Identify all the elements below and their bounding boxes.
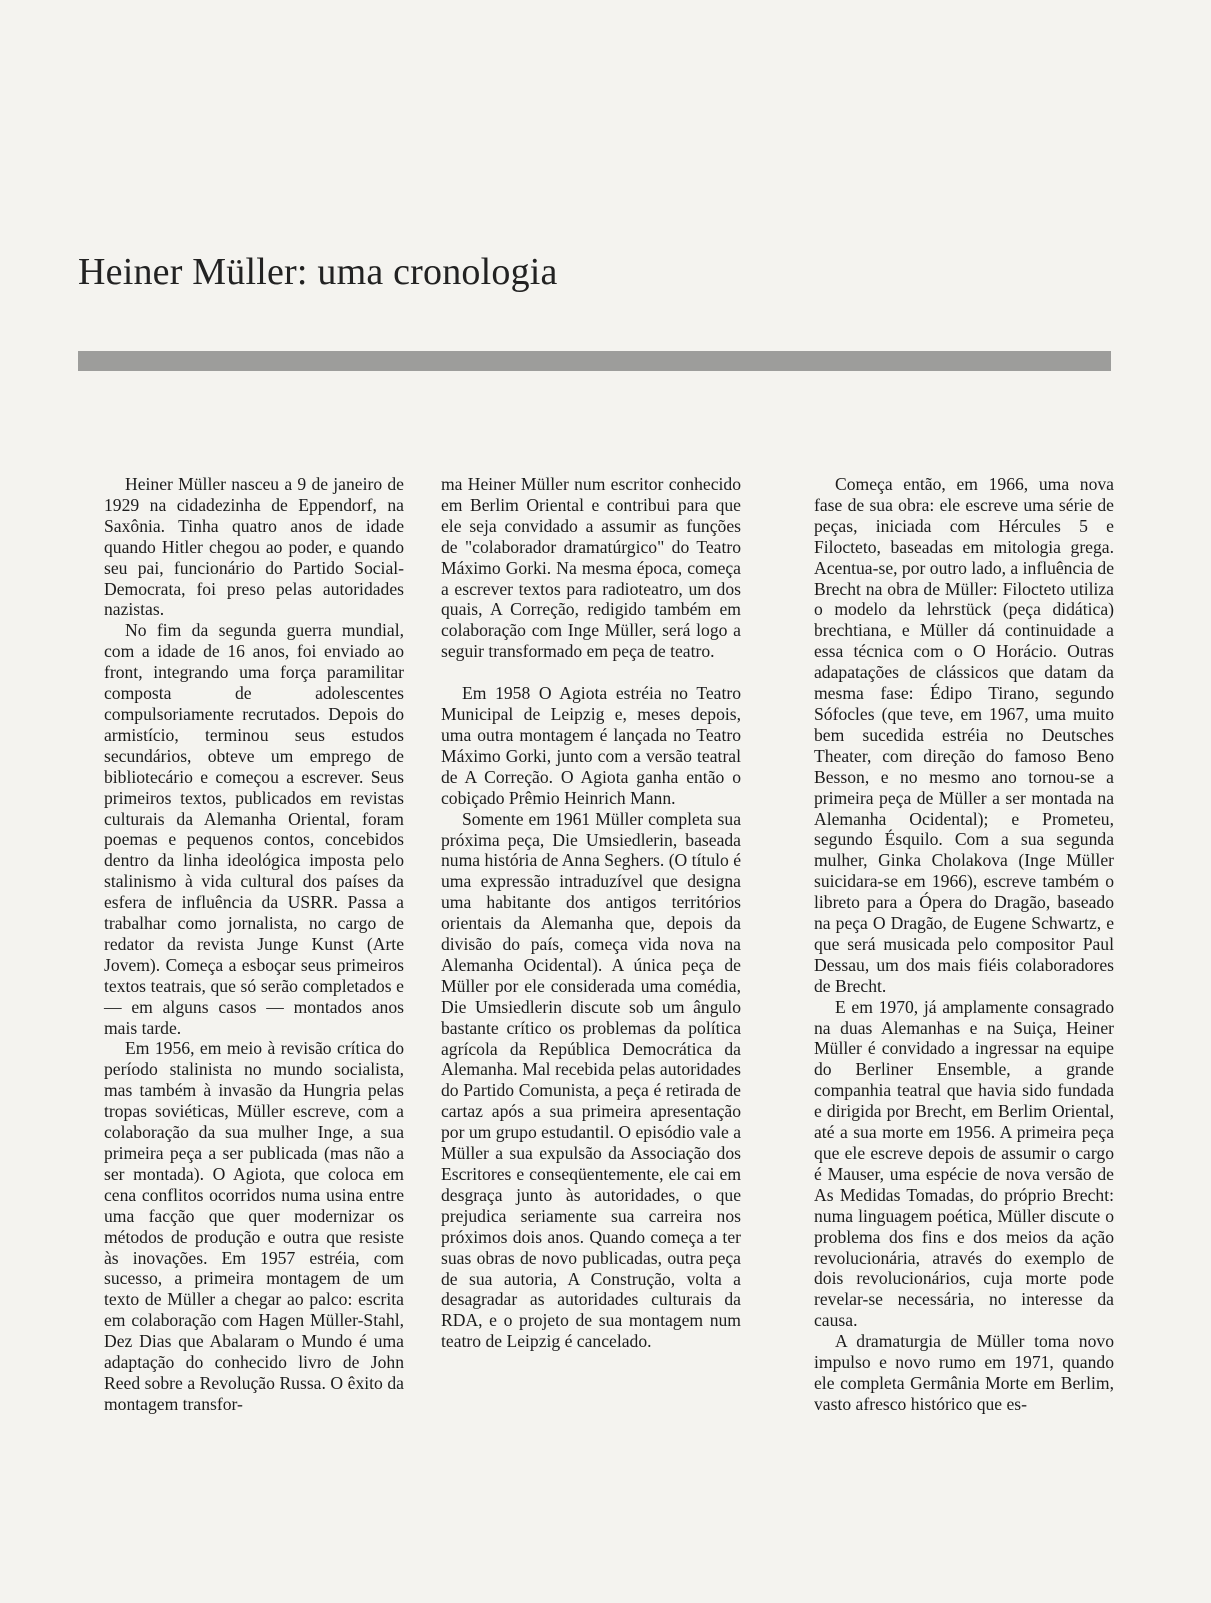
paragraph: No fim da segunda guerra mundial, com a idade de 16 anos, foi enviado ao front, integrando uma força paramilitar composta de adolescentes compulsoriamente recrutados. Depois do armistício, terminou seus estudos secundários, obteve um emprego de bibliotecário e começou a escrever. Seus primeiros textos, publicados em revistas culturais da Alemanha Oriental, foram poemas e pequenos contos, concebidos dentro da linha ideológica imposta pelo stalinismo à vida cultural dos países da esfera de influência da USRR. Passa a trabalhar como jornalista, no cargo de redator da revista Junge Kunst (Arte Jovem). Começa a esboçar seus primeiros textos teatrais, que só serão completados e — em alguns casos — montados anos mais tarde. — [104, 620, 404, 1038]
paragraph: Somente em 1961 Müller completa sua próxima peça, Die Umsiedlerin, baseada numa história de Anna Seghers. (O título é uma expressão intraduzível que designa uma habitante dos antigos territórios orientais da Alemanha que, depois da divisão do país, começa vida nova na Alemanha Ocidental). A única peça de Müller por ele considerada uma comédia, Die Umsiedlerin discute sob um ângulo bastante crítico os problemas da política agrícola da República Democrática da Alemanha. Mal recebida pelas autoridades do Partido Comunista, a peça é retirada de cartaz após a sua primeira apresentação por um grupo estudantil. O episódio vale a Müller a sua expulsão da Associação dos Escritores e conseqüentemente, ele cai em desgraça junto às autoridades, o que prejudica seriamente sua carreira nos próximos dois anos. Quando começa a ter suas obras de novo publicadas, outra peça de sua autoria, A Construção, volta a desagradar as autoridades culturais da RDA, e o projeto de sua montagem num teatro de Leipzig é cancelado. — [441, 808, 742, 1352]
paragraph: E em 1970, já amplamente consagrado na duas Alemanhas e na Suiça, Heiner Müller é convidado a ingressar na equipe do Berliner Ensemble, a grande companhia teatral que havia sido fundada e dirigida por Brecht, em Berlim Oriental, até a sua morte em 1956. A primeira peça que ele escreve depois de assumir o cargo é Mauser, uma espécie de nova versão de As Medidas Tomadas, do próprio Brecht: numa linguagem poética, Müller discute o problema dos fins e dos meios da ação revolucionária, através do exemplo de dois revolucionários, cuja morte pode revelar-se necessária, no interesse da causa. — [814, 996, 1114, 1331]
paragraph: Heiner Müller nasceu a 9 de janeiro de 1929 na cidadezinha de Eppendorf, na Saxônia. Tinha quatro anos de idade quando Hitler chegou ao poder, e quando seu pai, funcionário do Partido Social-Democrata, foi preso pelas autoridades nazistas. — [104, 474, 404, 620]
paragraph: Em 1958 O Agiota estréia no Teatro Municipal de Leipzig e, meses depois, uma outra montagem é lançada no Teatro Máximo Gorki, junto com a versão teatral de A Correção. O Agiota ganha então o cobiçado Prêmio Heinrich Mann. — [441, 683, 741, 808]
paragraph: Começa então, em 1966, uma nova fase de sua obra: ele escreve uma série de peças, iniciada com Hércules 5 e Filocteto, baseadas em mitologia grega. Acentua-se, por outro lado, a influência de Brecht na obra de Müller: Filocteto utiliza o modelo da lehrstück (peça didática) brechtiana, e Müller dá continuidade a essa técnica com o O Horácio. Outras adapatações de clássicos que datam da mesma fase: Édipo Tirano, segundo Sófocles (que teve, em 1967, uma muito bem sucedida estréia no Deutsches Theater, com direção do famoso Beno Besson, e no mesmo ano tornou-se a primeira peça de Müller a ser montada na Alemanha Ocidental); e Prometeu, segundo Ésquilo. Com a sua segunda mulher, Ginka Cholakova (Inge Müller suicidara-se em 1966), escreve também o libreto para a Ópera do Dragão, baseado na peça O Dragão, de Eugene Schwartz, e que será musicada pelo compositor Paul Dessau, um dos mais fiéis colaboradores de Brecht. — [814, 474, 1114, 996]
title-rule — [78, 351, 1111, 371]
paragraph: A dramaturgia de Müller toma novo impulso e novo rumo em 1971, quando ele completa Germânia Morte em Berlim, vasto afresco histórico que es- — [814, 1331, 1114, 1414]
text-column-2 — [441, 474, 741, 1352]
paragraph: ma Heiner Müller num escritor conhecido em Berlim Oriental e contribui para que ele seja convidado a assumir as funções de "colaborador dramatúrgico" do Teatro Máximo Gorki. Na mesma época, começa a escrever textos para radioteatro, um dos quais, A Correção, redigido também em colaboração com Inge Müller, será logo a seguir transformado em peça de teatro. — [441, 474, 741, 662]
paragraph: Em 1956, em meio à revisão crítica do período stalinista no mundo socialista, mas também à invasão da Hungria pelas tropas soviéticas, Müller escreve, com a colaboração da sua mulher Inge, a sua primeira peça a ser publicada (mas não a ser montada). O Agiota, que coloca em cena conflitos ocorridos numa usina entre uma facção que quer modernizar os métodos de produção e outra que resiste às inovações. Em 1957 estréia, com sucesso, a primeira montagem de um texto de Müller a chegar ao palco: escrita em colaboração com Hagen Müller-Stahl, Dez Dias que Abalaram o Mundo é uma adaptação do conhecido livro de John Reed sobre a Revolução Russa. O êxito da montagem transfor- — [104, 1038, 404, 1414]
text-column-1 — [104, 474, 404, 1415]
page-title: Heiner Müller: uma cronologia — [78, 251, 558, 293]
text-column-3 — [814, 474, 1114, 1415]
